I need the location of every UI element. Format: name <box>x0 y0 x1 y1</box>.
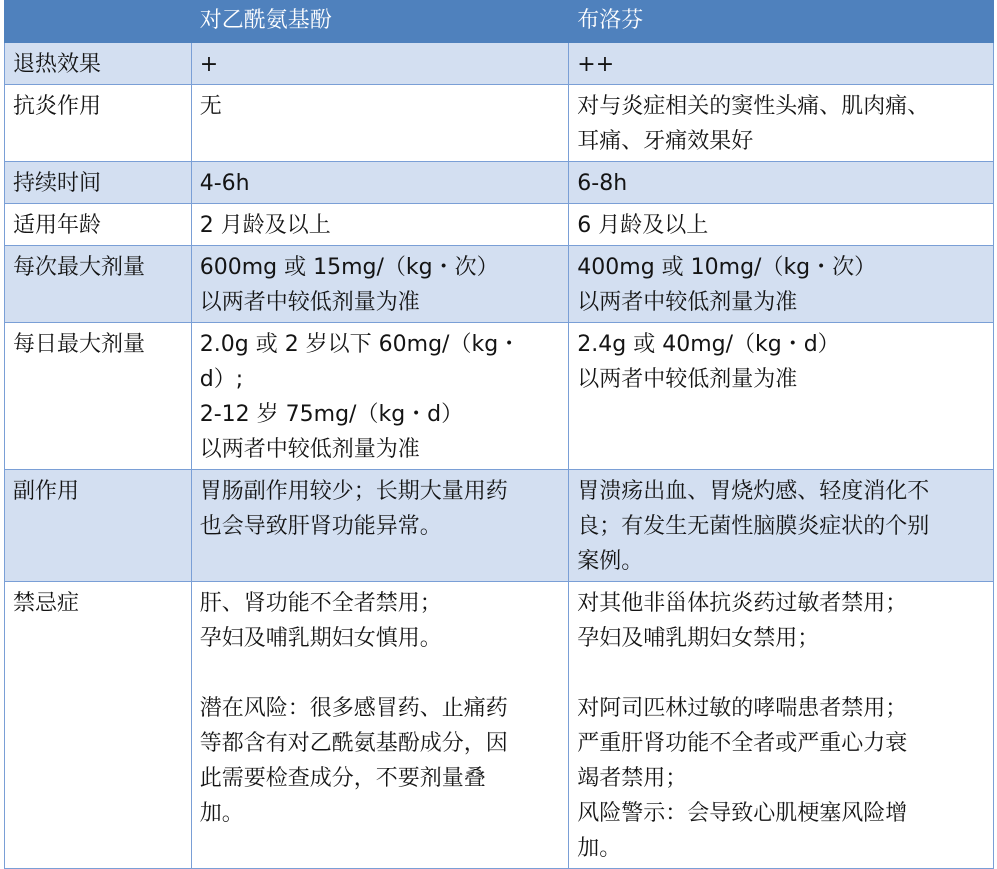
table-row <box>5 470 994 582</box>
cell-line: 胃溃疡出血、胃烧灼感、轻度消化不 <box>577 479 930 504</box>
cell-line: 胃肠副作用较少；长期大量用药 <box>199 479 508 504</box>
cell-line: 孕妇及哺乳期妇女慎用。 <box>199 626 442 651</box>
row-label-cell: 适用年龄 <box>5 204 192 246</box>
cell-line: 2-12 岁 75mg/（kg・d） <box>199 402 464 427</box>
ibuprofen-cell <box>569 43 994 85</box>
cell-line: 潜在风险：很多感冒药、止痛药 <box>199 696 508 721</box>
table-row <box>5 323 994 470</box>
row-label-cell: 每日最大剂量 <box>5 323 192 470</box>
acetaminophen-cell <box>191 246 569 323</box>
ibuprofen-cell <box>569 85 994 162</box>
cell-line: 4-6h <box>199 171 250 196</box>
cell-line: 无 <box>199 94 222 119</box>
acetaminophen-cell <box>191 582 569 869</box>
cell-line: 对与炎症相关的窦性头痛、肌肉痛、 <box>577 94 930 119</box>
acetaminophen-cell <box>191 470 569 582</box>
acetaminophen-cell <box>191 204 569 246</box>
cell-line <box>577 656 987 691</box>
cell-line: 孕妇及哺乳期妇女禁用； <box>577 626 820 651</box>
table-row <box>5 85 994 162</box>
cell-line: 对阿司匹林过敏的哮喘患者禁用； <box>577 696 908 721</box>
cell-line: 加。 <box>577 836 622 861</box>
ibuprofen-cell <box>569 162 994 204</box>
cell-line: 严重肝肾功能不全者或严重心力衰 <box>577 731 908 756</box>
ibuprofen-cell <box>569 246 994 323</box>
row-label-cell: 副作用 <box>5 470 192 582</box>
cell-line: 以两者中较低剂量为准 <box>577 367 798 392</box>
row-label-cell: 退热效果 <box>5 43 192 85</box>
acetaminophen-cell <box>191 43 569 85</box>
cell-line: 以两者中较低剂量为准 <box>199 290 420 315</box>
cell-line: 此需要检查成分，不要剂量叠 <box>199 766 486 791</box>
header-cell-acetaminophen: 对乙酰氨基酚 <box>191 1 569 43</box>
cell-line: 2 月龄及以上 <box>199 213 331 238</box>
cell-line: 加。 <box>199 801 244 826</box>
ibuprofen-cell <box>569 470 994 582</box>
table-row <box>5 162 994 204</box>
cell-line: 2.4g 或 40mg/（kg・d） <box>577 332 840 357</box>
acetaminophen-cell <box>191 162 569 204</box>
cell-line: 以两者中较低剂量为准 <box>577 290 798 315</box>
cell-line: 竭者禁用； <box>577 766 688 791</box>
cell-line: 案例。 <box>577 549 644 574</box>
ibuprofen-cell <box>569 204 994 246</box>
acetaminophen-cell <box>191 323 569 470</box>
cell-line: 6 月龄及以上 <box>577 213 709 238</box>
cell-line: 良；有发生无菌性脑膜炎症状的个别 <box>577 514 930 539</box>
table-row <box>5 43 994 85</box>
cell-line: ++ <box>577 52 615 77</box>
cell-line: 600mg 或 15mg/（kg・次） <box>199 255 499 280</box>
acetaminophen-cell <box>191 85 569 162</box>
cell-line: 肝、肾功能不全者禁用； <box>199 591 442 616</box>
header-cell-empty <box>5 1 192 43</box>
header-cell-ibuprofen: 布洛芬 <box>569 1 994 43</box>
ibuprofen-cell <box>569 323 994 470</box>
table-row <box>5 204 994 246</box>
cell-line: 也会导致肝肾功能异常。 <box>199 514 442 539</box>
cell-line: 耳痛、牙痛效果好 <box>577 129 754 154</box>
table-row <box>5 582 994 869</box>
cell-line <box>200 656 563 691</box>
cell-line: 对其他非甾体抗炎药过敏者禁用； <box>577 591 908 616</box>
cell-line: 400mg 或 10mg/（kg・次） <box>577 255 877 280</box>
cell-line: 风险警示：会导致心肌梗塞风险增 <box>577 801 908 826</box>
cell-line: 以两者中较低剂量为准 <box>199 437 420 462</box>
drug-comparison-table <box>4 0 994 869</box>
row-label-cell: 抗炎作用 <box>5 85 192 162</box>
ibuprofen-cell <box>569 582 994 869</box>
row-label-cell: 禁忌症 <box>5 582 192 869</box>
cell-line: 2.0g 或 2 岁以下 60mg/（kg・d）; <box>199 332 521 392</box>
table-header-row <box>5 1 994 43</box>
cell-line: + <box>199 52 219 77</box>
row-label-cell: 每次最大剂量 <box>5 246 192 323</box>
table-row <box>5 246 994 323</box>
cell-line: 6-8h <box>577 171 628 196</box>
row-label-cell: 持续时间 <box>5 162 192 204</box>
cell-line: 等都含有对乙酰氨基酚成分，因 <box>199 731 508 756</box>
